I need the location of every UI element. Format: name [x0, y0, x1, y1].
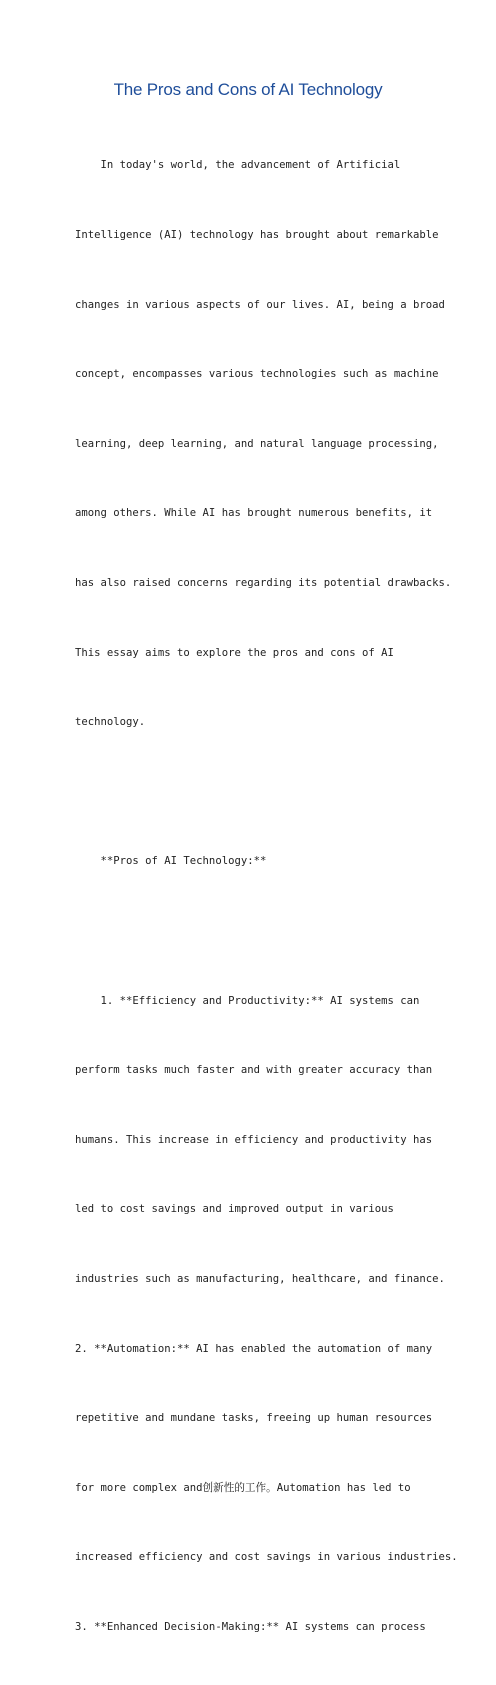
- body-line: perform tasks much faster and with greater accuracy than: [75, 1064, 433, 1077]
- body-line: This essay aims to explore the pros and cons of AI: [75, 646, 394, 659]
- section-heading: **Pros of AI Technology:**: [75, 855, 267, 868]
- document-title: The Pros and Cons of AI Technology: [113, 80, 383, 99]
- blank-line: [75, 920, 427, 943]
- body-line: concept, encompasses various technologies such as machine: [75, 368, 439, 381]
- body-line: In today's world, the advancement of Artificial: [75, 159, 401, 172]
- body-line: 2. **Automation:** AI has enabled the automation of many: [75, 1342, 433, 1355]
- body-line: learning, deep learning, and natural language processing,: [75, 437, 439, 450]
- body-line: industries such as manufacturing, healthcare, and finance.: [75, 1272, 445, 1285]
- blank-line: [75, 781, 427, 804]
- body-line: 3. **Enhanced Decision-Making:** AI systems can process: [75, 1620, 426, 1633]
- body-line: technology.: [75, 716, 146, 729]
- body-line: changes in various aspects of our lives. AI, being a broad: [75, 298, 445, 311]
- body-line: increased efficiency and cost savings in various industries.: [75, 1551, 458, 1564]
- body-line: led to cost savings and improved output in various: [75, 1203, 394, 1216]
- body-line: 1. **Efficiency and Productivity:** AI systems can: [75, 994, 420, 1007]
- body-line: has also raised concerns regarding its potential drawbacks.: [75, 576, 452, 589]
- body-line: among others. While AI has brought numerous benefits, it: [75, 507, 433, 520]
- body-line: Intelligence (AI) technology has brought about remarkable: [75, 229, 439, 241]
- document-body: [75, 108, 458, 1685]
- body-line: for more complex and创新性的工作。Automation has led to: [75, 1481, 411, 1494]
- body-line: humans. This increase in efficiency and productivity has: [75, 1133, 433, 1146]
- body-line: repetitive and mundane tasks, freeing up human resources: [75, 1412, 433, 1425]
